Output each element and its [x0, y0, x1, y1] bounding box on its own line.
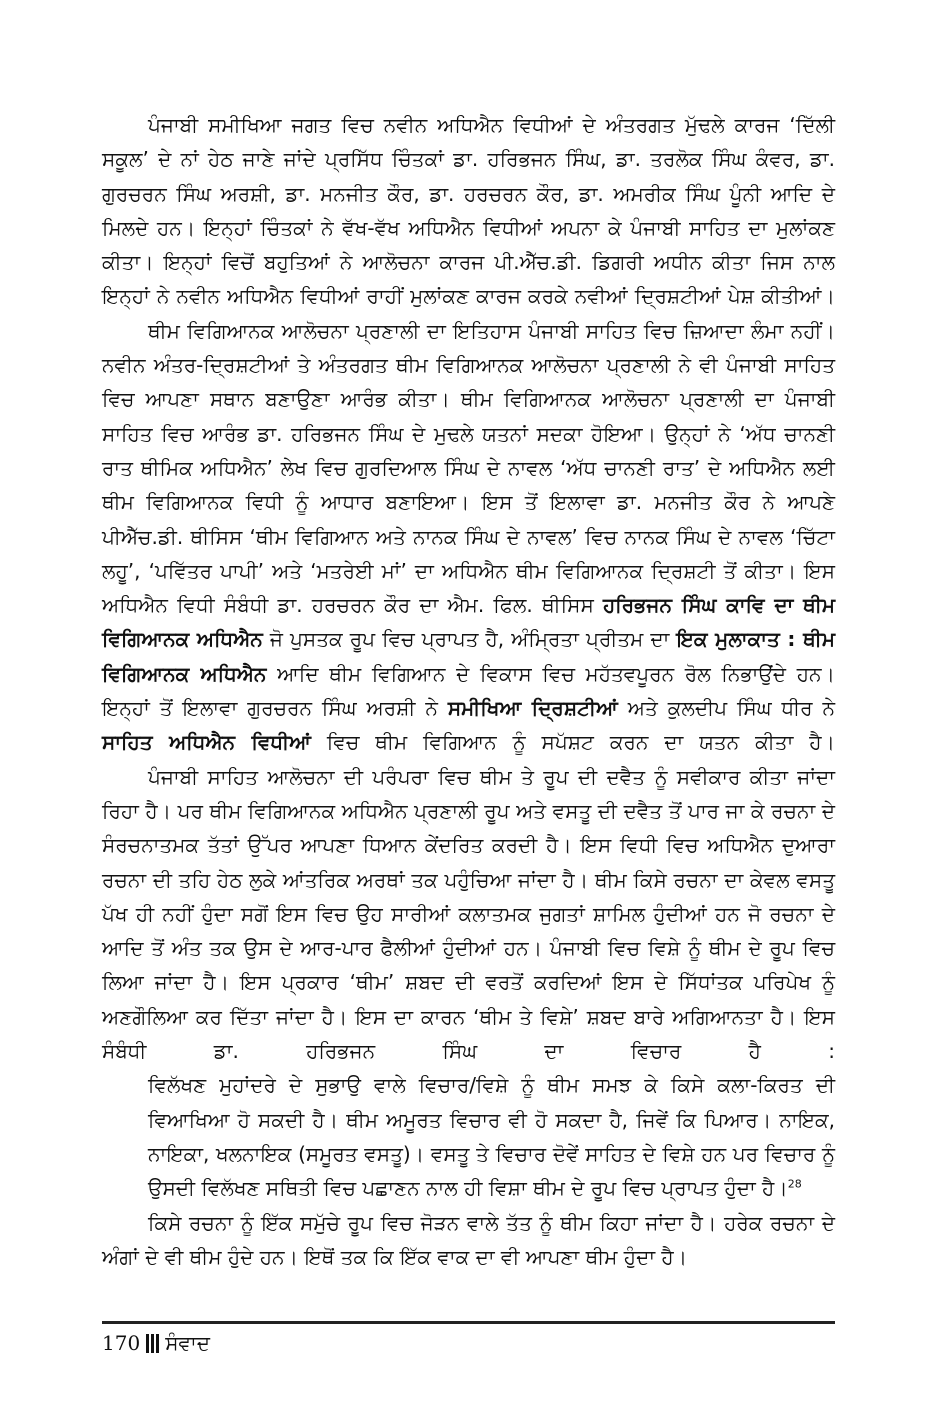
page-body: [102, 108, 835, 1274]
block-quote: [148, 1068, 835, 1205]
page-number: 170: [102, 1331, 141, 1355]
paragraph-1: ਪੰਜਾਬੀ ਸਮੀਖਿਆ ਜਗਤ ਵਿਚ ਨਵੀਨ ਅਧਿਐਨ ਵਿਧੀਆਂ ਦੇ ਅੰਤਰਗਤ ਮੁੱਢਲੇ ਕਾਰਜ ‘ਦਿੱਲੀ ਸਕੂਲ’ ਦੇ ਨਾਂ ਹੇਠ ਜਾਣੇ ਜਾਂਦੇ ਪ੍ਰਸਿੱਧ ਚਿੰਤਕਾਂ ਡਾ. ਹਰਿਭਜਨ ਸਿੰਘ, ਡਾ. ਤਰਲੋਕ ਸਿੰਘ ਕੰਵਰ, ਡਾ. ਗੁਰਚਰਨ ਸਿੰਘ ਅਰਸ਼ੀ, ਡਾ. ਮਨਜੀਤ ਕੌਰ, ਡਾ. ਹਰਚਰਨ ਕੌਰ, ਡਾ. ਅਮਰੀਕ ਸਿੰਘ ਪੂੰਨੀ ਆਦਿ ਦੇ ਮਿਲਦੇ ਹਨ। ਇਨ੍ਹਾਂ ਚਿੰਤਕਾਂ ਨੇ ਵੱਖ-ਵੱਖ ਅਧਿਐਨ ਵਿਧੀਆਂ ਅਪਨਾ ਕੇ ਪੰਜਾਬੀ ਸਾਹਿਤ ਦਾ ਮੁਲਾਂਕਣ ਕੀਤਾ। ਇਨ੍ਹਾਂ ਵਿਚੋਂ ਬਹੁਤਿਆਂ ਨੇ ਆਲੋਚਨਾ ਕਾਰਜ ਪੀ.ਐੱਚ.ਡੀ. ਡਿਗਰੀ ਅਧੀਨ ਕੀਤਾ ਜਿਸ ਨਾਲ ਇਨ੍ਹਾਂ ਨੇ ਨਵੀਨ ਅਧਿਐਨ ਵਿਧੀਆਂ ਰਾਹੀਂ ਮੁਲਾਂਕਣ ਕਾਰਜ ਕਰਕੇ ਨਵੀਆਂ ਦ੍ਰਿਸ਼ਟੀਆਂ ਪੇਸ਼ ਕੀਤੀਆਂ।: [102, 113, 835, 309]
paragraph-2-text: ਥੀਮ ਵਿਗਿਆਨਕ ਆਲੋਚਨਾ ਪ੍ਰਣਾਲੀ ਦਾ ਇਤਿਹਾਸ ਪੰਜਾਬੀ ਸਾਹਿਤ ਵਿਚ ਜ਼ਿਆਦਾ ਲੰਮਾ ਨਹੀਂ। ਨਵੀਨ ਅੰਤਰ-ਦ੍ਰਿਸ਼ਟੀਆਂ ਤੇ ਅੰਤਰਗਤ ਥੀਮ ਵਿਗਿਆਨਕ ਆਲੋਚਨਾ ਪ੍ਰਣਾਲੀ ਨੇ ਵੀ ਪੰਜਾਬੀ ਸਾਹਿਤ ਵਿਚ ਆਪਣਾ ਸਥਾਨ ਬਣਾਉਣਾ ਆਰੰਭ ਕੀਤਾ। ਥੀਮ ਵਿਗਿਆਨਕ ਆਲੋਚਨਾ ਪ੍ਰਣਾਲੀ ਦਾ ਪੰਜਾਬੀ ਸਾਹਿਤ ਵਿਚ ਆਰੰਭ ਡਾ. ਹਰਿਭਜਨ ਸਿੰਘ ਦੇ ਮੁਢਲੇ ਯਤਨਾਂ ਸਦਕਾ ਹੋਇਆ। ਉਨ੍ਹਾਂ ਨੇ ‘ਅੱਧ ਚਾਨਣੀ ਰਾਤ ਥੀਮਿਕ ਅਧਿਐਨ’ ਲੇਖ ਵਿਚ ਗੁਰਦਿਆਲ ਸਿੰਘ ਦੇ ਨਾਵਲ ‘ਅੱਧ ਚਾਨਣੀ ਰਾਤ’ ਦੇ ਅਧਿਐਨ ਲਈ ਥੀਮ ਵਿਗਿਆਨਕ ਵਿਧੀ ਨੂੰ ਆਧਾਰ ਬਣਾਇਆ। ਇਸ ਤੋਂ ਇਲਾਵਾ ਡਾ. ਮਨਜੀਤ ਕੌਰ ਨੇ ਆਪਣੇ ਪੀਐੱਚ.ਡੀ. ਥੀਸਿਸ ‘ਥੀਮ ਵਿਗਿਆਨ ਅਤੇ ਨਾਨਕ ਸਿੰਘ ਦੇ ਨਾਵਲ’ ਵਿਚ ਨਾਨਕ ਸਿੰਘ ਦੇ ਨਾਵਲ ‘ਚਿੱਟਾ ਲਹੂ’, ‘ਪਵਿੱਤਰ ਪਾਪੀ’ ਅਤੇ ‘ਮਤਰੇਈ ਮਾਂ’ ਦਾ ਅਧਿਐਨ ਥੀਮ ਵਿਗਿਆਨਕ ਦ੍ਰਿਸ਼ਟੀ ਤੋਂ ਕੀਤਾ। ਇਸ ਅਧਿਐਨ ਵਿਧੀ ਸੰਬੰਧੀ ਡਾ. ਹਰਚਰਨ ਕੌਰ ਦਾ ਐਮ. ਫਿਲ. ਥੀਸਿਸ: [102, 318, 835, 618]
book-title-sahit: ਸਾਹਿਤ ਅਧਿਐਨ ਵਿਧੀਆਂ: [102, 730, 311, 755]
paragraph-3: ਪੰਜਾਬੀ ਸਾਹਿਤ ਆਲੋਚਨਾ ਦੀ ਪਰੰਪਰਾ ਵਿਚ ਥੀਮ ਤੇ ਰੂਪ ਦੀ ਦਵੈਤ ਨੂੰ ਸਵੀਕਾਰ ਕੀਤਾ ਜਾਂਦਾ ਰਿਹਾ ਹੈ। ਪਰ ਥੀਮ ਵਿਗਿਆਨਕ ਅਧਿਐਨ ਪ੍ਰਣਾਲੀ ਰੂਪ ਅਤੇ ਵਸਤੂ ਦੀ ਦਵੈਤ ਤੋਂ ਪਾਰ ਜਾ ਕੇ ਰਚਨਾ ਦੇ ਸੰਰਚਨਾਤਮਕ ਤੱਤਾਂ ਉੱਪਰ ਆਪਣਾ ਧਿਆਨ ਕੇਂਦਰਿਤ ਕਰਦੀ ਹੈ। ਇਸ ਵਿਧੀ ਵਿਚ ਅਧਿਐਨ ਦੁਆਰਾ ਰਚਨਾ ਦੀ ਤਹਿ ਹੇਠ ਲੁਕੇ ਆਂਤਰਿਕ ਅਰਥਾਂ ਤਕ ਪਹੁੰਚਿਆ ਜਾਂਦਾ ਹੈ। ਥੀਮ ਕਿਸੇ ਰਚਨਾ ਦਾ ਕੇਵਲ ਵਸਤੂ ਪੱਖ ਹੀ ਨਹੀਂ ਹੁੰਦਾ ਸਗੋਂ ਇਸ ਵਿਚ ਉਹ ਸਾਰੀਆਂ ਕਲਾਤਮਕ ਜੁਗਤਾਂ ਸ਼ਾਮਿਲ ਹੁੰਦੀਆਂ ਹਨ ਜੋ ਰਚਨਾ ਦੇ ਆਦਿ ਤੋਂ ਅੰਤ ਤਕ ਉਸ ਦੇ ਆਰ-ਪਾਰ ਫੈਲੀਆਂ ਹੁੰਦੀਆਂ ਹਨ। ਪੰਜਾਬੀ ਵਿਚ ਵਿਸ਼ੇ ਨੂੰ ਥੀਮ ਦੇ ਰੂਪ ਵਿਚ ਲਿਆ ਜਾਂਦਾ ਹੈ। ਇਸ ਪ੍ਰਕਾਰ ‘ਥੀਮ’ ਸ਼ਬਦ ਦੀ ਵਰਤੋਂ ਕਰਦਿਆਂ ਇਸ ਦੇ ਸਿੱਧਾਂਤਕ ਪਰਿਪੇਖ ਨੂੰ ਅਣਗੌਲਿਆ ਕਰ ਦਿੱਤਾ ਜਾਂਦਾ ਹੈ। ਇਸ ਦਾ ਕਾਰਨ ‘ਥੀਮ ਤੇ ਵਿਸ਼ੇ’ ਸ਼ਬਦ ਬਾਰੇ ਅਗਿਆਨਤਾ ਹੈ। ਇਸ ਸੰਬੰਧੀ ਡਾ. ਹਰਿਭਜਨ ਸਿੰਘ ਦਾ ਵਿਚਾਰ ਹੈ :: [102, 764, 835, 1064]
paragraph-2: [102, 314, 835, 760]
paragraph-2-text: ਆਦਿ ਥੀਮ ਵਿਗਿਆਨ ਦੇ ਵਿਕਾਸ ਵਿਚ ਮਹੱਤਵਪੂਰਨ ਰੋਲ ਨਿਭਾਉਂਦੇ ਹਨ। ਇਨ੍ਹਾਂ ਤੋਂ ਇਲਾਵਾ ਗੁਰਚਰਨ ਸਿੰਘ ਅਰਸ਼ੀ ਨੇ: [102, 661, 835, 721]
quote-text: ਵਿਲੱਖਣ ਮੁਹਾਂਦਰੇ ਦੇ ਸੁਭਾਉ ਵਾਲੇ ਵਿਚਾਰ/ਵਿਸ਼ੇ ਨੂੰ ਥੀਮ ਸਮਝ ਕੇ ਕਿਸੇ ਕਲਾ-ਕਿਰਤ ਦੀ ਵਿਆਖਿਆ ਹੋ ਸਕਦੀ ਹੈ। ਥੀਮ ਅਮੂਰਤ ਵਿਚਾਰ ਵੀ ਹੋ ਸਕਦਾ ਹੈ, ਜਿਵੇਂ ਕਿ ਪਿਆਰ। ਨਾਇਕ, ਨਾਇਕਾ, ਖਲਨਾਇਕ (ਸਮੂਰਤ ਵਸਤੂ)। ਵਸਤੂ ਤੇ ਵਿਚਾਰ ਦੋਵੇਂ ਸਾਹਿਤ ਦੇ ਵਿਸ਼ੇ ਹਨ ਪਰ ਵਿਚਾਰ ਨੂੰ ਉਸਦੀ ਵਿਲੱਖਣ ਸਥਿਤੀ ਵਿਚ ਪਛਾਣਨ ਨਾਲ ਹੀ ਵਿਸ਼ਾ ਥੀਮ ਦੇ ਰੂਪ ਵਿਚ ਪ੍ਰਾਪਤ ਹੁੰਦਾ ਹੈ।: [148, 1073, 835, 1201]
book-title-ik-mulakat: ਇਕ ਮੁਲਾਕਾਤ : ਥੀਮ ਵਿਗਿਆਨਕ ਅਧਿਐਨ: [102, 627, 835, 686]
book-title-samikhia: ਸਮੀਖਿਆ ਦ੍ਰਿਸ਼ਟੀਆਂ: [447, 696, 618, 721]
bars-ornament-icon: [146, 1333, 159, 1353]
footer-divider: [102, 1321, 835, 1324]
footnote-marker: 28: [787, 1177, 802, 1191]
journal-name: ਸੰਵਾਦ: [165, 1331, 210, 1355]
page-footer: [102, 1328, 210, 1358]
paragraph-4: ਕਿਸੇ ਰਚਨਾ ਨੂੰ ਇੱਕ ਸਮੁੱਚੇ ਰੂਪ ਵਿਚ ਜੋੜਨ ਵਾਲੇ ਤੱਤ ਨੂੰ ਥੀਮ ਕਿਹਾ ਜਾਂਦਾ ਹੈ। ਹਰੇਕ ਰਚਨਾ ਦੇ ਅੰਗਾਂ ਦੇ ਵੀ ਥੀਮ ਹੁੰਦੇ ਹਨ। ਇਥੋਂ ਤਕ ਕਿ ਇੱਕ ਵਾਕ ਦਾ ਵੀ ਆਪਣਾ ਥੀਮ ਹੁੰਦਾ ਹੈ।: [102, 1210, 835, 1269]
paragraph-2-text: ਅਤੇ ਕੁਲਦੀਪ ਸਿੰਘ ਧੀਰ ਨੇ: [617, 696, 835, 721]
book-title-harbhajan: ਹਰਿਭਜਨ ਸਿੰਘ ਕਾਵਿ ਦਾ ਥੀਮ ਵਿਗਿਆਨਕ ਅਧਿਐਨ: [102, 593, 836, 652]
paragraph-2-text: ਜੋ ਪੁਸਤਕ ਰੂਪ ਵਿਚ ਪ੍ਰਾਪਤ ਹੈ, ਅੰਮ੍ਰਿਤਾ ਪ੍ਰੀਤਮ ਦਾ: [262, 627, 677, 652]
paragraph-2-text: ਵਿਚ ਥੀਮ ਵਿਗਿਆਨ ਨੂੰ ਸਪੱਸ਼ਟ ਕਰਨ ਦਾ ਯਤਨ ਕੀਤਾ ਹੈ।: [310, 730, 836, 755]
